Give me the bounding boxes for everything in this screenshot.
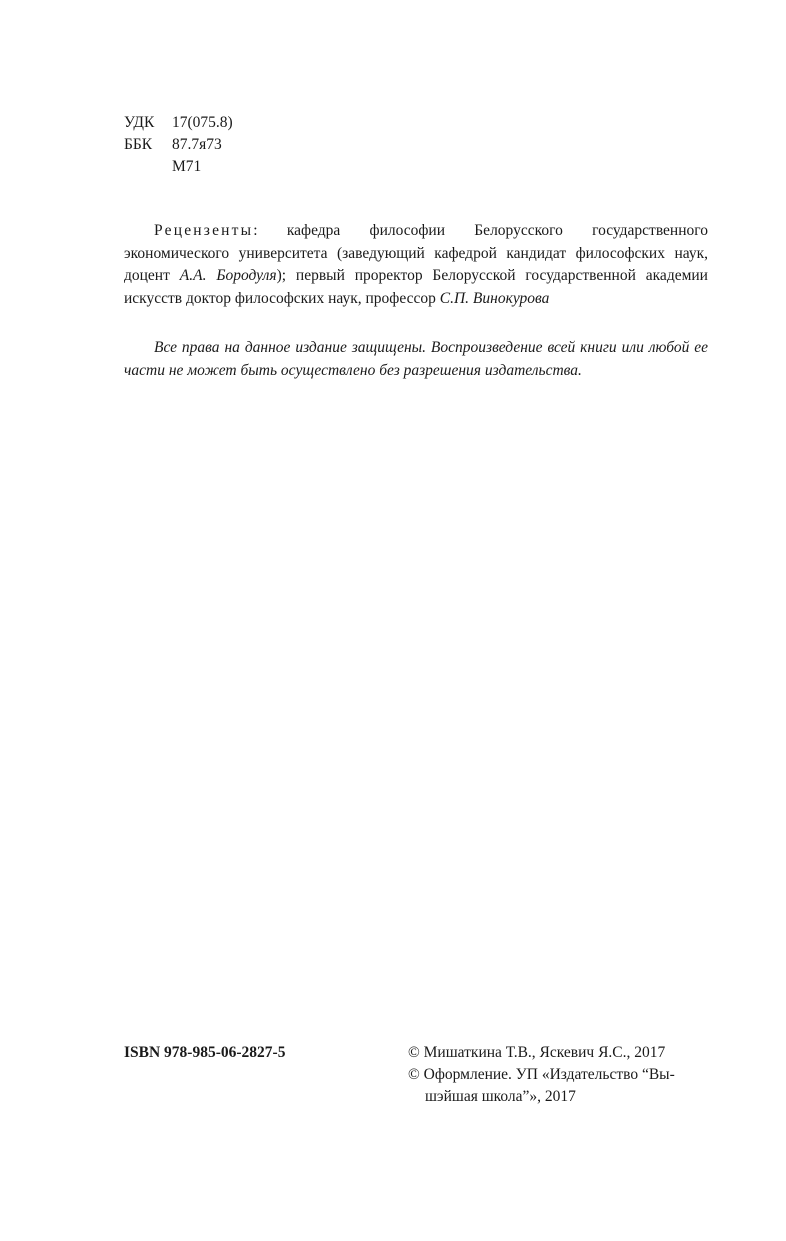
rights-notice: Все права на данное издание защищены. Воспроизведение всей книги или любой ее части не может быть осуществлено без разрешения издательства. — [124, 339, 708, 379]
reviewers-text-2: ); первый проректор Белорусской государственной академии искусств доктор философских наук, профессор — [124, 267, 708, 307]
bbk-row — [124, 134, 233, 156]
copyright-line-authors: © Мишаткина Т.В., Яскевич Я.С., 2017 — [408, 1044, 666, 1061]
isbn: ISBN 978-985-06-2827-5 — [124, 1044, 286, 1061]
bbk-label: ББК — [124, 136, 153, 153]
udk-row — [124, 112, 233, 134]
bbk-value: 87.7я73 — [172, 136, 222, 153]
reviewer-name-1: А.А. Бородуля — [179, 267, 277, 284]
reviewer-name-2: С.П. Винокурова — [439, 289, 550, 307]
classification-block — [124, 112, 233, 178]
author-mark: М71 — [172, 158, 202, 175]
copyright-block — [408, 1042, 708, 1108]
reviewers-label: Рецензенты — [154, 222, 254, 239]
reviewers-paragraph — [124, 220, 708, 310]
copyright-line-design: © Оформление. УП «Издательство “Вы- — [408, 1066, 675, 1083]
udk-label: УДК — [124, 114, 155, 131]
copyright-line-design-cont: шэйшая школа”», 2017 — [425, 1088, 576, 1105]
udk-value: 17(075.8) — [172, 114, 233, 131]
reviewers-text-1: : кафедра философии Белорусского государственного экономического университета (заведующий кафедрой кандидат философских наук, доцент — [124, 222, 708, 284]
